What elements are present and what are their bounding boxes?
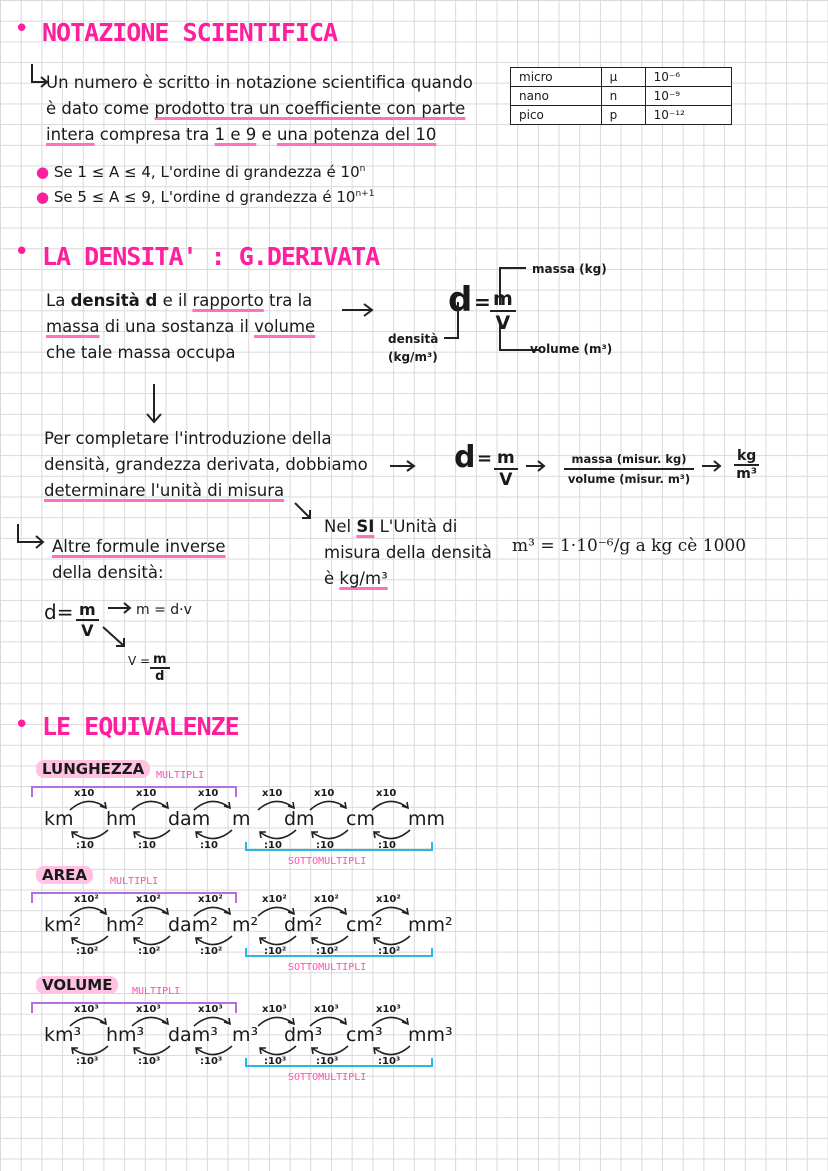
divide-label: :10² (378, 946, 401, 957)
fraction-denominator: m³ (736, 466, 758, 482)
unit-intro (44, 426, 384, 504)
unit-1: hm² (106, 914, 145, 936)
equals-sign: = (474, 290, 491, 314)
text: La (46, 291, 71, 310)
inverse-volume-label: V = (128, 654, 151, 668)
divide-label: :10 (138, 840, 156, 851)
arrow-diagonal-icon (292, 500, 314, 522)
divide-label: :10 (378, 840, 396, 851)
order-rules (36, 158, 374, 208)
text-underlined: kg/m³ (339, 569, 388, 588)
label-massa: massa (kg) (532, 262, 607, 276)
unit-3: m³ (232, 1024, 259, 1046)
inverse-line-2: della densità: (52, 563, 164, 582)
multiply-label: x10 (314, 788, 335, 799)
text-bold: SI (356, 517, 375, 536)
bullet-dot: • (14, 710, 30, 740)
fraction-numerator: m (76, 600, 99, 621)
table-cell: nano (511, 87, 602, 106)
prefix-table (510, 67, 732, 125)
text: L'Unità di (374, 517, 458, 536)
bullet-dot: • (14, 14, 30, 44)
text-underlined: intera (46, 125, 95, 144)
text: tra la (263, 291, 313, 310)
unit-2: dam (168, 808, 211, 830)
unit-6: mm (408, 808, 446, 830)
text-underlined: volume (254, 317, 316, 336)
text-bold: densità d (70, 291, 158, 310)
fraction-denominator: V (499, 470, 513, 490)
unit-kg-m3 (734, 448, 759, 482)
arc-arrow-up-icon (68, 902, 110, 918)
densita-line-1 (46, 288, 346, 314)
multiply-label: x10² (376, 894, 401, 905)
table-row (511, 68, 732, 87)
multiply-label: x10 (74, 788, 95, 799)
unit-3: m² (232, 914, 259, 936)
text-underlined: rapporto (192, 291, 264, 310)
bullet-dot: • (14, 237, 30, 267)
multiply-label: x10³ (198, 1004, 223, 1015)
text: è dato come (46, 99, 155, 118)
divide-label: :10³ (378, 1056, 401, 1067)
divide-label: :10² (264, 946, 287, 957)
multiply-label: x10 (136, 788, 157, 799)
fraction-numerator: m (494, 448, 518, 470)
multipli-label: MULTIPLI (156, 770, 205, 781)
order-rule-2 (36, 183, 374, 208)
exponent: n (359, 164, 366, 174)
table-row (511, 106, 732, 125)
inverse-formulas-heading (52, 534, 226, 586)
unit-5: cm² (346, 914, 383, 936)
unit-2: dam³ (168, 1024, 218, 1046)
arc-arrow-up-icon (130, 1012, 172, 1028)
multiply-label: x10³ (136, 1004, 161, 1015)
arc-arrow-up-icon (130, 796, 172, 812)
text: di una sostanza il (99, 317, 255, 336)
unit-6: mm² (408, 914, 453, 936)
exponent: n+1 (355, 189, 375, 199)
text-underlined: 1 e 9 (214, 125, 257, 144)
arrow-right-icon (340, 300, 376, 320)
table-cell: μ (601, 68, 645, 87)
density-symbol: d (454, 440, 476, 475)
text-underlined: prodotto tra un coefficiente con parte (154, 99, 466, 118)
fraction-numerator: massa (misur. kg) (564, 452, 694, 470)
formula-fraction (494, 448, 518, 490)
divide-label: :10³ (264, 1056, 287, 1067)
divide-label: :10³ (138, 1056, 161, 1067)
inverse-volume-fraction (150, 652, 170, 684)
sottomultipli-label: SOTTOMULTIPLI (288, 962, 367, 973)
unit-3: m (232, 808, 251, 830)
divide-label: :10 (316, 840, 334, 851)
section-title-densita: LA DENSITA' : G.DERIVATA (42, 242, 380, 271)
unit-1: hm (106, 808, 137, 830)
sottomultipli-label: SOTTOMULTIPLI (288, 856, 367, 867)
text: compresa tra (94, 125, 215, 144)
si-line-1 (324, 514, 504, 540)
si-line-2: misura della densità (324, 543, 492, 562)
multiply-label: x10 (262, 788, 283, 799)
arc-arrow-up-icon (308, 1012, 350, 1028)
table-cell: 10⁻⁹ (645, 87, 731, 106)
formula-brackets (440, 260, 540, 360)
notazione-line-3 (46, 122, 486, 148)
notazione-definition (46, 70, 486, 148)
equals-sign: = (477, 448, 493, 469)
arc-arrow-up-icon (192, 1012, 234, 1028)
divide-label: :10² (138, 946, 161, 957)
table-cell: n (601, 87, 645, 106)
order-rule-1 (36, 158, 374, 183)
arrow-diagonal-icon (100, 624, 130, 652)
table-cell: pico (511, 106, 602, 125)
arc-arrow-up-icon (130, 902, 172, 918)
si-line-3 (324, 566, 504, 592)
unit-0: km² (44, 914, 82, 936)
unit-5: cm (346, 808, 375, 830)
text: e (256, 125, 277, 144)
text-underlined: una potenza del 10 (276, 125, 437, 144)
unit-4: dm (284, 808, 315, 830)
text-underlined: massa (46, 317, 100, 336)
arc-arrow-up-icon (370, 902, 412, 918)
text: e il (157, 291, 193, 310)
divide-label: :10³ (316, 1056, 339, 1067)
inverse-d: d= (44, 600, 74, 624)
arc-arrow-up-icon (192, 902, 234, 918)
unit-intro-line-1: Per completare l'introduzione della (44, 429, 332, 448)
group-label: VOLUME (36, 976, 118, 994)
multiply-label: x10² (262, 894, 287, 905)
group-label: AREA (36, 866, 93, 884)
multiply-label: x10² (136, 894, 161, 905)
sottomultipli-label: SOTTOMULTIPLI (288, 1072, 367, 1083)
unit-fraction (564, 452, 694, 486)
multiply-label: x10³ (314, 1004, 339, 1015)
multiply-label: x10³ (262, 1004, 287, 1015)
unit-0: km³ (44, 1024, 82, 1046)
densita-line-2 (46, 314, 346, 340)
si-unit-note (324, 514, 504, 592)
unit-4: dm² (284, 914, 323, 936)
multiply-label: x10³ (376, 1004, 401, 1015)
label-densita: densità (388, 332, 439, 346)
fraction-denominator: volume (misur. m³) (567, 472, 691, 486)
fraction-numerator: m (490, 288, 516, 312)
arc-arrow-up-icon (370, 1012, 412, 1028)
densita-line-3: che tale massa occupa (46, 343, 236, 362)
unit-1: hm³ (106, 1024, 145, 1046)
multiply-label: x10² (74, 894, 99, 905)
fraction-denominator: d (155, 669, 165, 684)
text: Nel (324, 517, 357, 536)
table-row (511, 87, 732, 106)
corner-arrow-icon (14, 522, 48, 552)
bullet-dot: ● (36, 188, 54, 206)
arc-arrow-up-icon (308, 796, 350, 812)
unit-6: mm³ (408, 1024, 453, 1046)
inverse-mass: m = d·v (136, 602, 192, 618)
arc-arrow-up-icon (308, 902, 350, 918)
density-symbol: d (448, 280, 473, 320)
unit-4: dm³ (284, 1024, 323, 1046)
arc-arrow-up-icon (68, 796, 110, 812)
arrow-down-icon (144, 382, 164, 426)
divide-label: :10 (76, 840, 94, 851)
text: Se 1 ≤ A ≤ 4, L'ordine di grandezza é 10 (53, 163, 360, 181)
unit-5: cm³ (346, 1024, 383, 1046)
arrow-right-icon (524, 456, 548, 476)
table-cell: p (601, 106, 645, 125)
divide-label: :10² (316, 946, 339, 957)
fraction-denominator: V (81, 621, 94, 640)
inverse-fraction (76, 600, 99, 640)
divide-label: :10² (200, 946, 223, 957)
text: Se 5 ≤ A ≤ 9, L'ordine d grandezza é 10 (53, 188, 356, 206)
arc-arrow-up-icon (68, 1012, 110, 1028)
divide-label: :10³ (200, 1056, 223, 1067)
fraction-denominator: V (495, 312, 511, 334)
arrow-right-icon (700, 456, 724, 476)
multiply-label: x10³ (74, 1004, 99, 1015)
divide-label: :10 (200, 840, 218, 851)
text: è (324, 569, 340, 588)
fraction-numerator: m (150, 652, 170, 669)
table-cell: micro (511, 68, 602, 87)
table-cell: 10⁻¹² (645, 106, 731, 125)
table-cell: 10⁻⁶ (645, 68, 731, 87)
multiply-label: x10² (314, 894, 339, 905)
densita-definition (46, 288, 346, 366)
divide-label: :10³ (76, 1056, 99, 1067)
inverse-line-1: Altre formule inverse (52, 537, 226, 556)
group-label: LUNGHEZZA (36, 760, 150, 778)
multipli-label: MULTIPLI (110, 876, 159, 887)
multiply-label: x10 (198, 788, 219, 799)
multiply-label: x10² (198, 894, 223, 905)
label-volume: volume (m³) (530, 342, 613, 356)
divide-label: :10 (264, 840, 282, 851)
section-title-notazione: NOTAZIONE SCIENTIFICA (42, 18, 338, 47)
divide-label: :10² (76, 946, 99, 957)
unit-intro-line-3: determinare l'unità di misura (44, 481, 285, 500)
handwritten-note: m³ = 1·10⁻⁶/g a kg cè 1000 (512, 536, 747, 556)
arc-arrow-up-icon (192, 796, 234, 812)
arrow-right-icon (106, 600, 134, 616)
unit-0: km (44, 808, 74, 830)
unit-intro-line-2: densità, grandezza derivata, dobbiamo (44, 455, 368, 474)
multiply-label: x10 (376, 788, 397, 799)
fraction-numerator: kg (734, 448, 759, 466)
section-title-equivalenze: LE EQUIVALENZE (42, 712, 239, 741)
multipli-label: MULTIPLI (132, 986, 181, 997)
notazione-line-2 (46, 96, 486, 122)
notazione-line-1: Un numero è scritto in notazione scientifica quando (46, 73, 473, 92)
unit-2: dam² (168, 914, 218, 936)
arc-arrow-up-icon (370, 796, 412, 812)
arrow-right-icon (388, 456, 418, 476)
bullet-dot: ● (36, 163, 54, 181)
label-densita-unit: (kg/m³) (388, 350, 438, 364)
